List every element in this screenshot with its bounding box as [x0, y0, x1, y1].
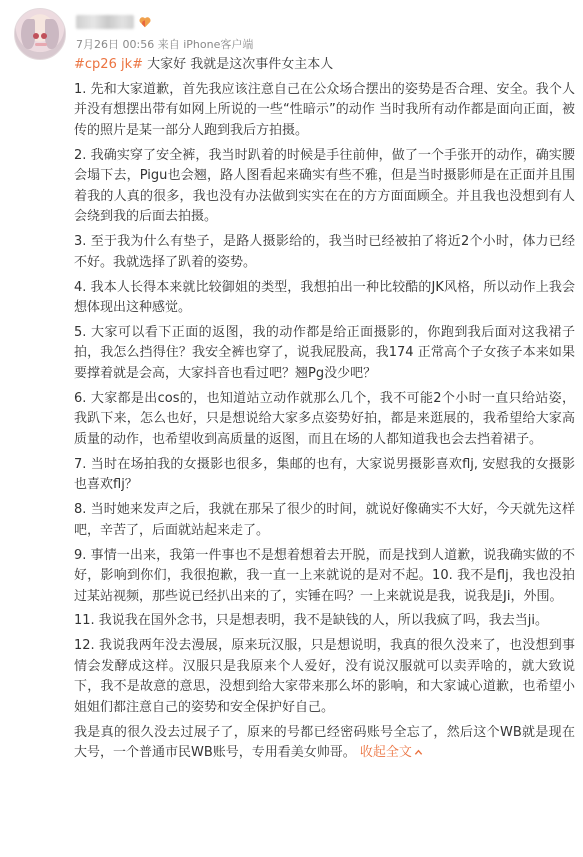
heart-badge-icon — [138, 15, 152, 29]
post-intro — [74, 55, 575, 76]
post-paragraph-9: 9. 事情一出来，我第一件事也不是想着想着去开脱，而是找到人道歉，说我确实做的不好，影响到你们，我很抱歉，我一直一上来就说的是对不起。10. 我不是flj，我也没拍过某站视频，那些说已经扒出来的了，实锤在吗？一上来就说是我，说我是Ji，外围。 — [74, 547, 575, 604]
post-paragraph-12: 12. 我说我两年没去漫展，原来玩汉服，只是想说明，我真的很久没来了，也没想到事情会发酵成这样。汉服只是我原来个人爱好，没有说汉服就可以卖弄啥的，就大致说下，我不是故意的意思，没想到给大家带来那么坏的影响，和大家诚心道歉，也希望小姐姐们都注意自己的姿势和安全保护好自己。 — [74, 638, 575, 715]
post-time[interactable]: 7月26日 00:56 — [76, 38, 155, 51]
username-row — [76, 12, 152, 32]
post-paragraph-2: 2. 我确实穿了安全裤，我当时趴着的时候是手往前伸，做了一个手张开的动作，确实腰会塌下去，Pigu也会翘，路人图看起来确实有些不雅，但是当时摄影师是在正面并且围着我的人真的很多，我也没有办法做到实实在在的方方面面顾全。并且我也没想到有人会绕到我的后面去拍摄。 — [74, 147, 575, 225]
collapse-label: 收起全文 — [359, 745, 412, 761]
intro-text: 大家好 我就是这次事件女主本人 — [143, 57, 334, 72]
post-paragraph-6: 6. 大家都是出cos的，也知道站立动作就那么几个，我不可能2个小时一直只给站姿，我趴下来，怎么也好，只是想说给大家多点姿势好拍，都是来逛展的，我希望给大家高质量的动作，也希望收到高质量的返图，而且在场的人都知道我也会去挡着裙子。 — [74, 390, 575, 447]
collapse-full-text-link[interactable] — [360, 745, 423, 760]
post-paragraph-5: 5. 大家可以看下正面的返图，我的动作都是给正面摄影的，你跑到我后面对这我裙子拍，我怎么挡得住？我安全裤也穿了，说我屁股高，我174 正常高个子女孩子本来如果要撑着就是会高，大家抖音也看过吧？翘Pg没少吧？ — [74, 324, 575, 381]
post-paragraph-4: 4. 我本人长得本来就比较御姐的类型，我想拍出一种比较酷的JK风格，所以动作上我会想体现出这种感觉。 — [74, 279, 575, 316]
post-paragraph-11: 11. 我说我在国外念书，只是想表明，我不是缺钱的人，所以我疯了吗，我去当ji。 — [74, 613, 549, 629]
post-paragraph-3: 3. 至于我为什么有垫子，是路人摄影给的，我当时已经被拍了将近2个小时，体力已经不好。我就选择了趴着的姿势。 — [74, 234, 575, 270]
username-blurred[interactable] — [76, 15, 134, 29]
post-source-prefix: 来自 — [157, 38, 180, 51]
avatar[interactable] — [14, 8, 66, 60]
post-paragraph-last — [74, 723, 575, 764]
chevron-up-icon — [414, 748, 423, 757]
last-paragraph-text: 我是真的很久没去过展子了，原来的号都已经密码账号全忘了，然后这个WB就是现在大号，一个普通市民WB账号，专用看美女帅哥。 — [74, 724, 575, 761]
post-source[interactable]: iPhone客户端 — [183, 38, 254, 51]
post-meta — [76, 36, 253, 52]
post-paragraph-7: 7. 当时在场拍我的女摄影也很多，集邮的也有，大家说男摄影喜欢flj, 安慰我的女摄影也喜欢flj？ — [74, 456, 575, 493]
post-content — [74, 55, 575, 764]
post-paragraph-1: 1. 先和大家道歉，首先我应该注意自己在公众场合摆出的姿势是否合理、安全。我个人并没有想摆出带有如网上所说的一些“性暗示”的动作 当时我所有动作都是面向正面，被传的照片是某一部分人跑到我后方拍摄。 — [74, 81, 575, 138]
post-paragraph-8: 8. 当时她来发声之后，我就在那呆了很少的时间，就说好像确实不大好，今天就先这样吧，辛苦了，后面就站起来走了。 — [74, 502, 575, 538]
topic-link[interactable]: #cp26 jk# — [74, 57, 143, 72]
